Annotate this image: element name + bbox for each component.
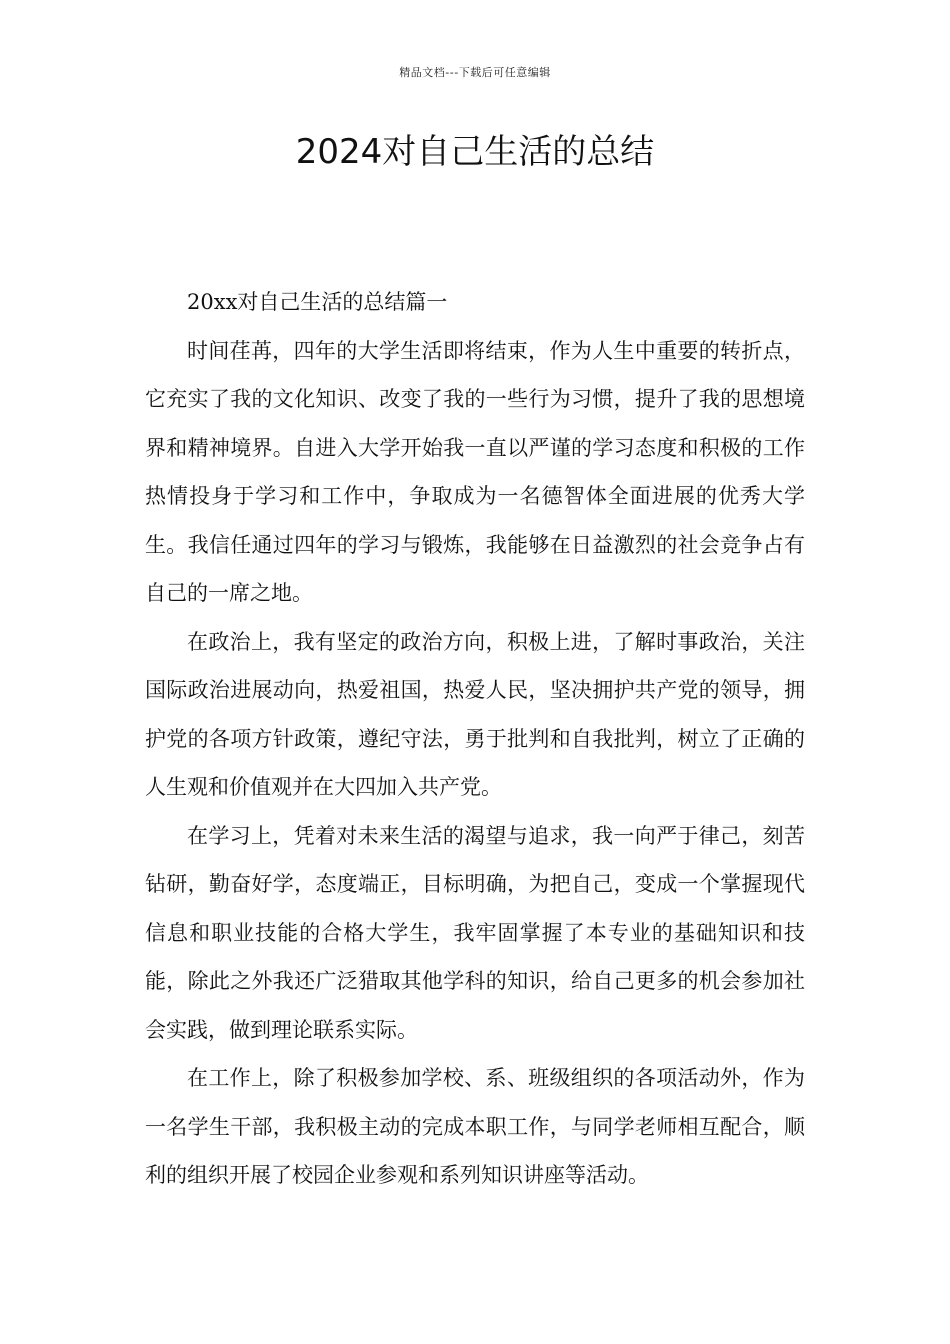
paragraph-study: 在学习上，凭着对未来生活的渴望与追求，我一向严于律己，刻苦钻研，勤奋好学，态度端正，目标明确，为把自己，变成一个掌握现代信息和职业技能的合格大学生，我牢固掌握了本专业的基础知识和技能，除此之外我还广泛猎取其他学科的知识，给自己更多的机会参加社会实践，做到理论联系实际。 xyxy=(145,823,805,1042)
paragraph-work: 在工作上，除了积极参加学校、系、班级组织的各项活动外，作为一名学生干部，我积极主动的完成本职工作，与同学老师相互配合，顺利的组织开展了校园企业参观和系列知识讲座等活动。 xyxy=(145,1066,805,1187)
document-title: 2024对自己生活的总结 xyxy=(295,132,655,172)
document-body xyxy=(145,278,805,1200)
paragraph-intro: 时间荏苒，四年的大学生活即将结束，作为人生中重要的转折点，它充实了我的文化知识、改变了我的一些行为习惯，提升了我的思想境界和精神境界。自进入大学开始我一直以严谨的学习态度和积极的工作热情投身于学习和工作中，争取成为一名德智体全面进展的优秀大学生。我信任通过四年的学习与锻炼，我能够在日益激烈的社会竞争占有自己的一席之地。 xyxy=(145,338,805,605)
header-note: 精品文档---下载后可任意编辑 xyxy=(399,66,551,79)
paragraph-politics: 在政治上，我有坚定的政治方向，积极上进，了解时事政治，关注国际政治进展动向，热爱祖国，热爱人民，坚决拥护共产党的领导，拥护党的各项方针政策，遵纪守法，勇于批判和自我批判，树立了正确的人生观和价值观并在大四加入共产党。 xyxy=(145,629,805,799)
section-heading: 20xx对自己生活的总结篇一 xyxy=(187,290,448,314)
